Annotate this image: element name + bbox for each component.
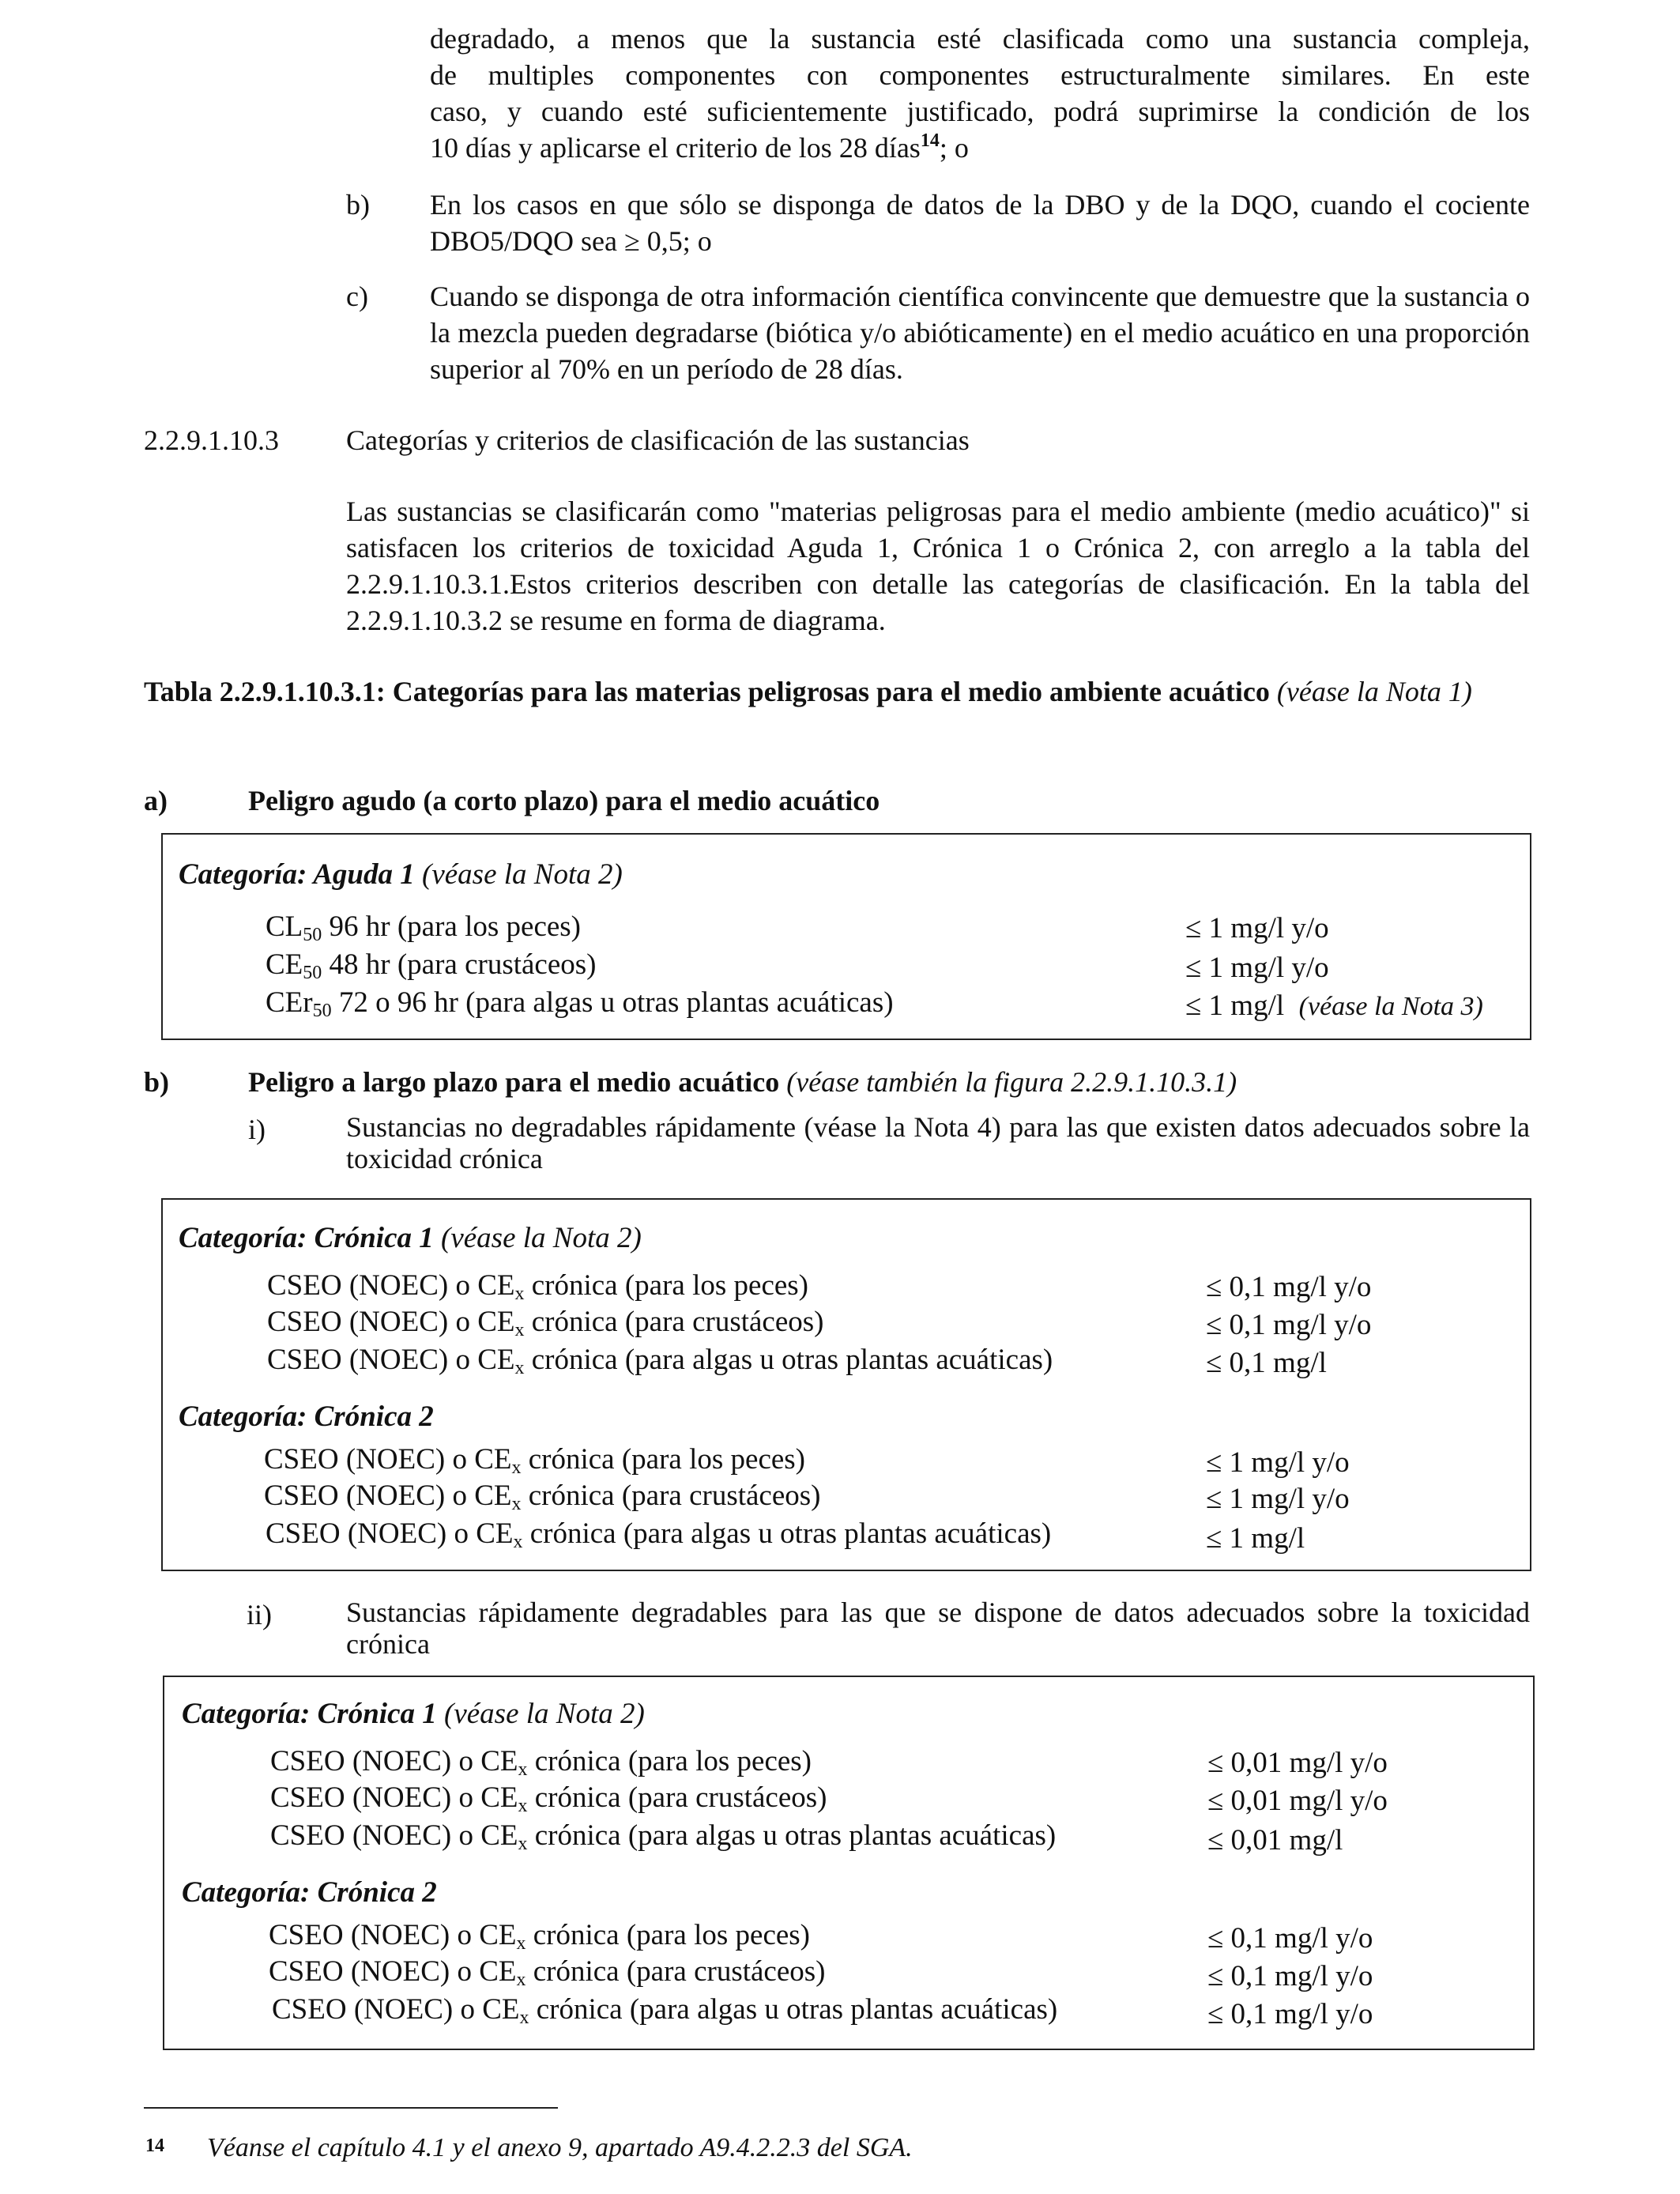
acute-category-heading [179,857,623,893]
chronic-2-criterion-3 [272,1992,1057,2028]
part-b-title-note: (véase también la figura 2.2.9.1.10.3.1) [786,1066,1237,1098]
criterion-text: crónica (para algas u otras plantas acuáticas) [529,1993,1058,2026]
chronic-2-value-3: ≤ 1 mg/l [1206,1522,1305,1555]
chronic-1-criterion-3 [270,1818,1056,1854]
acute-value-1: ≤ 1 mg/l y/o [1185,912,1329,944]
footnote-divider [144,2107,558,2109]
criterion-subscript: x [518,1759,528,1780]
acute-category-note: (véase la Nota 2) [422,858,623,891]
criterion-text: crónica (para crustáceos) [524,1306,824,1338]
acute-criterion-1 [266,909,581,945]
part-b-title [248,1064,1237,1100]
criterion-subscript: x [514,1320,525,1340]
chronic-1-value-3: ≤ 0,01 mg/l [1207,1824,1343,1857]
criterion-subscript: x [514,1358,525,1378]
criterion-text: crónica (para crustáceos) [525,1955,826,1988]
criterion-prefix: CSEO (NOEC) o CE [267,1344,515,1376]
intro-line-4-end: ; o [939,132,969,164]
sub-i-label: i) [248,1114,266,1145]
criterion-prefix: CSEO (NOEC) o CE [269,1955,517,1988]
criterion-text: crónica (para los peces) [527,1745,812,1777]
chronic-2-value-3: ≤ 0,1 mg/l y/o [1207,1998,1373,2030]
intro-line-1: degradado, a menos que la sustancia esté clasificada como una sustancia compleja, [430,23,1530,55]
acute-category-label: Categoría: Aguda 1 [179,858,415,891]
section-paragraph: Las sustancias se clasificarán como "materias peligrosas para el medio ambiente (medio acuático)" si satisfacen los criterios de toxicidad Aguda 1, Crónica 1 o Crónica 2, con arreglo a la tabla del 2.2.9.1.10.3.1.Estos criterios describen con detalle las categorías de clasificación. En la tabla del 2.2.9.1.10.3.2 se resume en forma de diagrama. [346,496,1530,636]
part-b-title-text: Peligro a largo plazo para el medio acuático [248,1066,780,1098]
chronic-1-label: Categoría: Crónica 1 [182,1698,437,1730]
acute-category-box [161,833,1531,1040]
intro-line-2: de multiples componentes con componentes estructuralmente similares. En este [430,59,1530,91]
criterion-prefix: CSEO (NOEC) o CE [264,1443,512,1476]
criterion-text: crónica (para crustáceos) [527,1781,827,1814]
table-title [144,673,1530,710]
criterion-subscript: x [518,1834,528,1854]
chronic-2-value-2: ≤ 1 mg/l y/o [1206,1483,1350,1515]
criterion-prefix: CEr [266,986,313,1019]
criterion-text: crónica (para los peces) [521,1443,806,1476]
criterion-text: crónica (para los peces) [525,1919,811,1951]
chronic-2-heading: Categoría: Crónica 2 [179,1400,434,1433]
acute-value-3-note: (véase la Nota 3) [1298,992,1483,1021]
sub-i-text: Sustancias no degradables rápidamente (véase la Nota 4) para las que existen datos adecuados sobre la toxicidad crónica [346,1111,1530,1174]
chronic-1-note: (véase la Nota 2) [444,1698,645,1730]
section-title: Categorías y criterios de clasificación de las sustancias [346,424,970,456]
chronic-2-criterion-1 [269,1917,810,1954]
acute-value-3-text: ≤ 1 mg/l [1185,990,1285,1022]
criterion-prefix: CL [266,910,303,943]
table-title-note: (véase la Nota 1) [1276,676,1472,707]
criterion-prefix: CSEO (NOEC) o CE [270,1745,518,1777]
criterion-prefix: CSEO (NOEC) o CE [270,1819,518,1852]
chronic-1-criterion-1 [267,1268,808,1304]
chronic-1-value-2: ≤ 0,1 mg/l y/o [1206,1309,1372,1341]
chronic-2-criterion-1 [264,1442,805,1478]
chronic-2-value-1: ≤ 1 mg/l y/o [1206,1446,1350,1479]
chronic-1-value-2: ≤ 0,01 mg/l y/o [1207,1785,1388,1817]
criterion-subscript: x [513,1532,523,1552]
criterion-prefix: CSEO (NOEC) o CE [272,1993,520,2026]
chronic-2-value-2: ≤ 0,1 mg/l y/o [1207,1960,1373,1992]
criterion-subscript: x [511,1457,522,1478]
chronic-1-value-1: ≤ 0,01 mg/l y/o [1207,1747,1388,1779]
section-number: 2.2.9.1.10.3 [144,424,279,456]
intro-line-4 [430,130,1530,166]
criterion-subscript: 50 [303,925,322,945]
item-c-label: c) [346,281,368,312]
item-b-label: b) [346,189,370,221]
sub-ii-label: ii) [247,1599,272,1630]
chronic-1-criterion-2 [270,1780,827,1816]
chronic-box-degradable [163,1676,1535,2050]
chronic-1-value-3: ≤ 0,1 mg/l [1206,1347,1327,1379]
criterion-prefix: CSEO (NOEC) o CE [267,1269,515,1302]
intro-line-3: caso, y cuando esté suficientemente justificado, podrá suprimirse la condición de los [430,96,1530,127]
criterion-prefix: CSEO (NOEC) o CE [267,1306,515,1338]
item-b-text: En los casos en que sólo se disponga de datos de la DBO y de la DQO, cuando el cociente DBO5/DQO sea ≥ 0,5; o [430,189,1530,257]
part-b-label: b) [144,1066,170,1098]
chronic-1-criterion-2 [267,1304,824,1340]
chronic-1-criterion-1 [270,1744,812,1780]
chronic-2-value-1: ≤ 0,1 mg/l y/o [1207,1922,1373,1955]
criterion-prefix: CSEO (NOEC) o CE [266,1517,514,1550]
part-a-label: a) [144,785,168,816]
chronic-2-heading: Categoría: Crónica 2 [182,1876,437,1909]
table-title-bold: Tabla 2.2.9.1.10.3.1: Categorías para las materias peligrosas para el medio ambiente acuático [144,676,1270,707]
criterion-text: crónica (para algas u otras plantas acuáticas) [524,1344,1053,1376]
acute-value-2: ≤ 1 mg/l y/o [1185,952,1329,984]
criterion-subscript: x [511,1494,522,1514]
footnote-reference[interactable]: 14 [920,130,940,151]
chronic-2-criterion-3 [266,1516,1051,1552]
chronic-2-criterion-2 [269,1954,826,1990]
criterion-subscript: x [518,1796,528,1816]
criterion-text: crónica (para algas u otras plantas acuáticas) [527,1819,1057,1852]
acute-criterion-3 [266,985,894,1021]
criterion-text: 72 o 96 hr (para algas u otras plantas acuáticas) [331,986,894,1019]
criterion-subscript: x [516,1933,526,1954]
criterion-prefix: CE [266,948,303,981]
criterion-text: 96 hr (para los peces) [322,910,582,943]
chronic-1-label: Categoría: Crónica 1 [179,1222,434,1254]
criterion-subscript: 50 [303,963,322,983]
acute-value-3 [1185,988,1483,1025]
criterion-text: crónica (para algas u otras plantas acuáticas) [522,1517,1052,1550]
chronic-1-heading [182,1696,645,1732]
chronic-1-note: (véase la Nota 2) [441,1222,642,1254]
part-a-title: Peligro agudo (a corto plazo) para el medio acuático [248,785,880,816]
footnote-number: 14 [145,2136,164,2156]
criterion-subscript: x [516,1970,526,1990]
chronic-1-heading [179,1220,642,1257]
intro-line-4-text: 10 días y aplicarse el criterio de los 28 días [430,132,921,164]
acute-criterion-2 [266,947,597,983]
criterion-text: crónica (para los peces) [524,1269,809,1302]
criterion-text: 48 hr (para crustáceos) [322,948,597,981]
footnote-text: Véanse el capítulo 4.1 y el anexo 9, apartado A9.4.2.2.3 del SGA. [207,2133,913,2162]
criterion-text: crónica (para crustáceos) [521,1480,821,1512]
criterion-prefix: CSEO (NOEC) o CE [269,1919,517,1951]
sub-ii-text: Sustancias rápidamente degradables para las que se dispone de datos adecuados sobre la toxicidad crónica [346,1596,1530,1660]
criterion-subscript: x [514,1284,525,1304]
chronic-2-criterion-2 [264,1478,821,1514]
criterion-subscript: x [519,2007,529,2028]
chronic-1-criterion-3 [267,1342,1053,1378]
chronic-1-value-1: ≤ 0,1 mg/l y/o [1206,1271,1372,1303]
criterion-subscript: 50 [312,1001,332,1021]
item-c-text: Cuando se disponga de otra información científica convincente que demuestre que la sustancia o la mezcla pueden degradarse (biótica y/o abióticamente) en el medio acuático en una proporción superior al 70% en un período de 28 días. [430,281,1530,385]
criterion-prefix: CSEO (NOEC) o CE [270,1781,518,1814]
chronic-box-non-degradable [161,1198,1531,1571]
criterion-prefix: CSEO (NOEC) o CE [264,1480,512,1512]
